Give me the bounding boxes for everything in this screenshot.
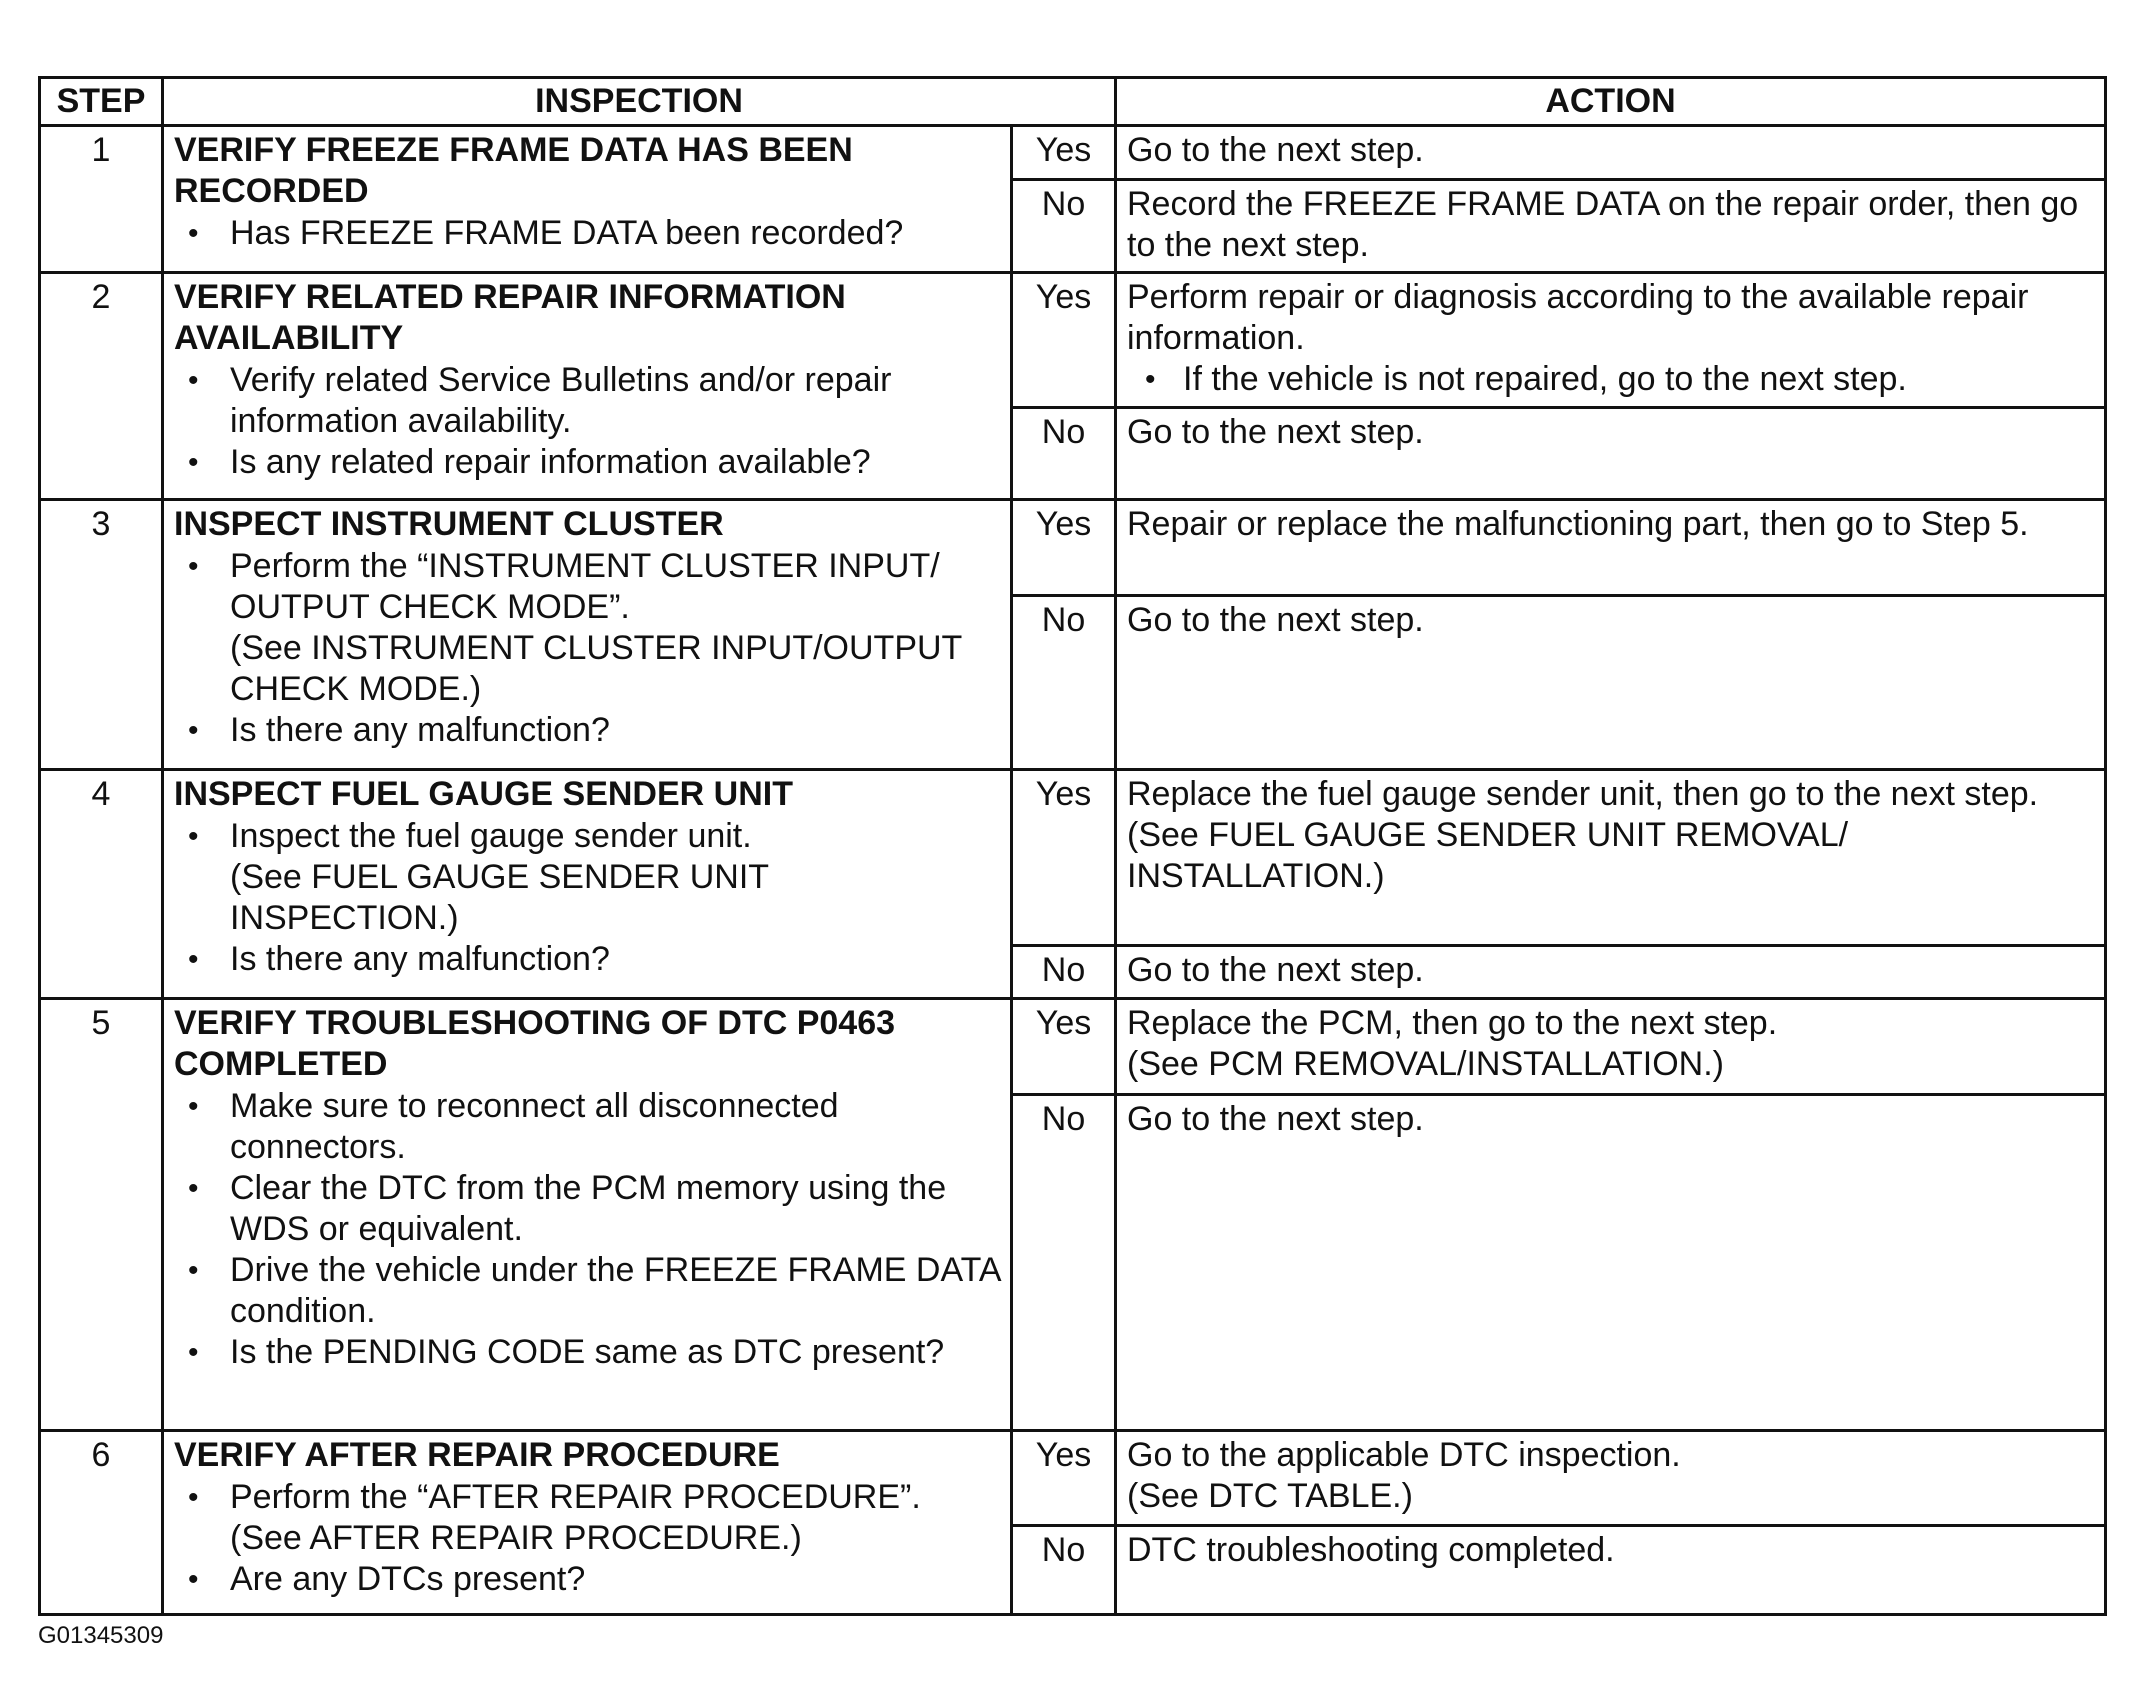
- inspection-cell: [163, 126, 1012, 273]
- action-text: Repair or replace the malfunctioning part, then go to Step 5.: [1127, 505, 2029, 543]
- step-3-yes-row: [40, 500, 2106, 596]
- step-number: 6: [40, 1431, 163, 1615]
- inspection-bullet: • Make sure to reconnect all disconnected connectors.: [230, 1086, 1000, 1168]
- diagnostic-procedure-document: [38, 76, 2104, 1616]
- yes-label: Yes: [1012, 126, 1116, 180]
- inspection-bullet: • Is the PENDING CODE same as DTC present?: [230, 1332, 1000, 1373]
- inspection-bullet: [230, 546, 1000, 710]
- step-5-yes-row: [40, 999, 2106, 1095]
- inspection-bullet: • Has FREEZE FRAME DATA been recorded?: [230, 213, 1000, 254]
- no-label: No: [1012, 180, 1116, 273]
- figure-id: G01345309: [38, 1622, 164, 1649]
- step-6-yes-row: [40, 1431, 2106, 1526]
- no-action: [1116, 596, 2106, 770]
- yes-label: Yes: [1012, 999, 1116, 1095]
- inspection-bullet: • Drive the vehicle under the FREEZE FRAME DATA condition.: [230, 1250, 1000, 1332]
- action-text: Go to the next step.: [1127, 601, 1424, 639]
- inspection-cell: [163, 500, 1012, 770]
- inspection-bullets: [174, 816, 1000, 980]
- no-action: [1116, 408, 2106, 500]
- yes-label: Yes: [1012, 500, 1116, 596]
- inspection-bullet: • Verify related Service Bulletins and/or repair information availability.: [230, 360, 1000, 442]
- action-bullet: • If the vehicle is not repaired, go to the next step.: [1183, 359, 2094, 400]
- yes-action: [1116, 770, 2106, 946]
- inspection-title: VERIFY AFTER REPAIR PROCEDURE: [174, 1436, 780, 1474]
- inspection-cell: [163, 770, 1012, 999]
- action-text: Go to the next step.: [1127, 131, 1424, 169]
- step-number: 5: [40, 999, 163, 1431]
- no-label: No: [1012, 596, 1116, 770]
- action-reference: (See DTC TABLE.): [1127, 1477, 1413, 1515]
- header-action: ACTION: [1116, 78, 2106, 126]
- step-4-yes-row: [40, 770, 2106, 946]
- inspection-cell: [163, 999, 1012, 1431]
- no-action: [1116, 1095, 2106, 1431]
- action-reference: (See PCM REMOVAL/INSTALLATION.): [1127, 1045, 1725, 1083]
- no-label: No: [1012, 1095, 1116, 1431]
- step-2-yes-row: [40, 273, 2106, 408]
- inspection-title: VERIFY RELATED REPAIR INFORMATION AVAILABILITY: [174, 278, 846, 357]
- action-text: Go to the next step.: [1127, 413, 1424, 451]
- inspection-reference: (See INSTRUMENT CLUSTER INPUT/OUTPUT CHECK MODE.): [230, 629, 962, 708]
- yes-label: Yes: [1012, 273, 1116, 408]
- action-text: Perform repair or diagnosis according to the available repair information.: [1127, 278, 2029, 357]
- no-label: No: [1012, 408, 1116, 500]
- inspection-bullet: [230, 816, 1000, 939]
- action-text: DTC troubleshooting completed.: [1127, 1531, 1615, 1569]
- no-action: [1116, 946, 2106, 999]
- inspection-cell: [163, 1431, 1012, 1615]
- header-step: STEP: [40, 78, 163, 126]
- step-number: 3: [40, 500, 163, 770]
- no-label: No: [1012, 1526, 1116, 1615]
- yes-action: [1116, 500, 2106, 596]
- diagnostic-table: [38, 76, 2107, 1616]
- no-action: [1116, 1526, 2106, 1615]
- step-number: 2: [40, 273, 163, 500]
- yes-action: [1116, 1431, 2106, 1526]
- inspection-bullet: • Is there any malfunction?: [230, 939, 1000, 980]
- action-text: Go to the next step.: [1127, 1100, 1424, 1138]
- header-inspection: INSPECTION: [163, 78, 1116, 126]
- yes-action: [1116, 999, 2106, 1095]
- inspection-reference: (See AFTER REPAIR PROCEDURE.): [230, 1519, 802, 1557]
- action-text: Go to the next step.: [1127, 951, 1424, 989]
- inspection-cell: [163, 273, 1012, 500]
- inspection-title: INSPECT FUEL GAUGE SENDER UNIT: [174, 775, 793, 813]
- yes-label: Yes: [1012, 1431, 1116, 1526]
- inspection-bullets: [174, 360, 1000, 483]
- inspection-bullet-text: Perform the “AFTER REPAIR PROCEDURE”.: [230, 1478, 921, 1516]
- step-number: 4: [40, 770, 163, 999]
- yes-label: Yes: [1012, 770, 1116, 946]
- inspection-bullet-text: Perform the “INSTRUMENT CLUSTER INPUT/ OUTPUT CHECK MODE”.: [230, 547, 940, 626]
- yes-action: [1116, 126, 2106, 180]
- yes-action: [1116, 273, 2106, 408]
- inspection-bullets: [174, 213, 1000, 254]
- action-reference: (See FUEL GAUGE SENDER UNIT REMOVAL/ INSTALLATION.): [1127, 816, 1849, 895]
- inspection-reference: (See FUEL GAUGE SENDER UNIT INSPECTION.): [230, 858, 769, 937]
- inspection-bullets: [174, 546, 1000, 751]
- inspection-bullet: • Is any related repair information available?: [230, 442, 1000, 483]
- action-text: Record the FREEZE FRAME DATA on the repair order, then go to the next step.: [1127, 185, 2079, 264]
- step-number: 1: [40, 126, 163, 273]
- inspection-bullet: • Are any DTCs present?: [230, 1559, 1000, 1600]
- inspection-bullet: • Is there any malfunction?: [230, 710, 1000, 751]
- no-label: No: [1012, 946, 1116, 999]
- action-bullets: [1127, 359, 2094, 400]
- action-text: Go to the applicable DTC inspection.: [1127, 1436, 1681, 1474]
- inspection-bullet: [230, 1477, 1000, 1559]
- inspection-title: VERIFY TROUBLESHOOTING OF DTC P0463 COMPLETED: [174, 1004, 896, 1083]
- action-text: Replace the PCM, then go to the next step.: [1127, 1004, 1778, 1042]
- inspection-bullets: [174, 1086, 1000, 1373]
- action-text: Replace the fuel gauge sender unit, then go to the next step.: [1127, 775, 2039, 813]
- table-header-row: [40, 78, 2106, 126]
- inspection-title: INSPECT INSTRUMENT CLUSTER: [174, 505, 724, 543]
- no-action: [1116, 180, 2106, 273]
- inspection-bullet-text: Inspect the fuel gauge sender unit.: [230, 817, 752, 855]
- inspection-bullets: [174, 1477, 1000, 1600]
- step-1-yes-row: [40, 126, 2106, 180]
- inspection-bullet: • Clear the DTC from the PCM memory using the WDS or equivalent.: [230, 1168, 1000, 1250]
- inspection-title: VERIFY FREEZE FRAME DATA HAS BEEN RECORDED: [174, 131, 853, 210]
